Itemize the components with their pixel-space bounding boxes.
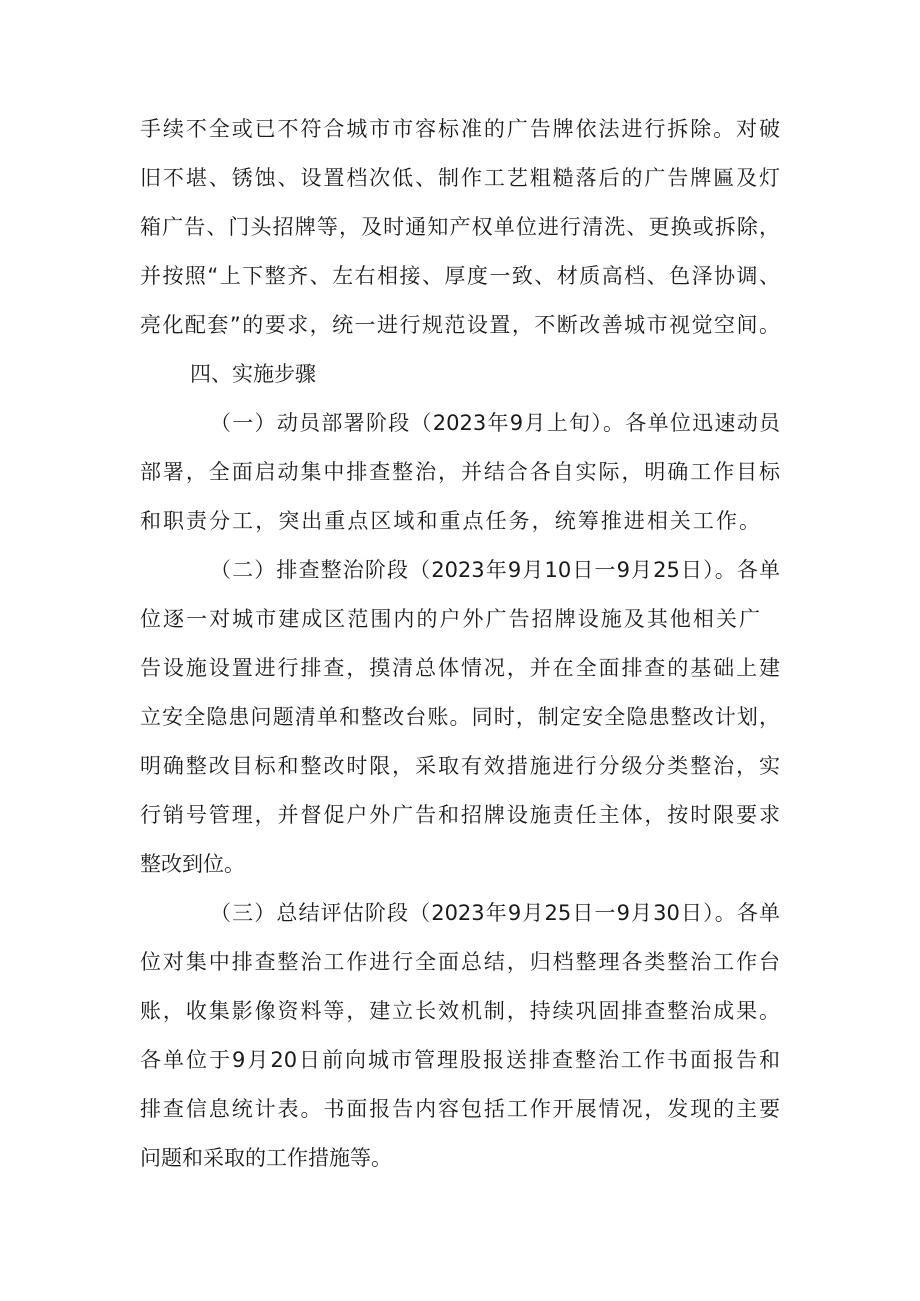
body-line: 各单位于9月20日前向城市管理股报送排查整治工作书面报告和 (140, 1048, 780, 1072)
body-line: 和职责分工，突出重点区域和重点任务，统筹推进相关工作。 (140, 509, 760, 533)
body-line: 排查信息统计表。书面报告内容包括工作开展情况，发现的主要 (140, 1097, 780, 1121)
body-line: 问题和采取的工作措施等。 (140, 1146, 392, 1170)
body-line: 箱广告、门头招牌等，及时通知产权单位进行清洗、更换或拆除， (140, 215, 780, 239)
body-line: 整改到位。 (140, 852, 245, 876)
body-line: （三）总结评估阶段（2023年9月25日一9月30日）。各单 (210, 901, 780, 925)
body-line: 告设施设置进行排查，摸清总体情况，并在全面排查的基础上建 (140, 656, 780, 680)
body-line: （二）排查整治阶段（2023年9月10日一9月25日）。各单 (210, 558, 780, 582)
body-line: 手续不全或已不符合城市市容标准的广告牌依法进行拆除。对破 (140, 117, 780, 141)
body-line: 并按照“上下整齐、左右相接、厚度一致、材质高档、色泽协调、 (140, 264, 780, 288)
body-line: 明确整改目标和整改时限，采取有效措施进行分级分类整治，实 (140, 754, 780, 778)
body-line: 行销号管理，并督促户外广告和招牌设施责任主体，按时限要求 (140, 803, 780, 827)
body-line: 亮化配套”的要求，统一进行规范设置，不断改善城市视觉空间。 (140, 313, 780, 337)
body-line: 账，收集影像资料等，建立长效机制，持续巩固排查整治成果。 (140, 999, 780, 1023)
body-line: 位逐一对城市建成区范围内的户外广告招牌设施及其他相关广 (140, 607, 760, 631)
body-line: 位对集中排查整治工作进行全面总结，归档整理各类整治工作台 (140, 950, 780, 974)
body-line: 部署，全面启动集中排查整治，并结合各自实际，明确工作目标 (140, 460, 780, 484)
section-heading: 四、实施步骤 (190, 362, 316, 386)
body-line: 旧不堪、锈蚀、设置档次低、制作工艺粗糙落后的广告牌匾及灯 (140, 166, 780, 190)
body-line: （一）动员部署阶段（2023年9月上旬）。各单位迅速动员 (210, 411, 780, 435)
body-line: 立安全隐患问题清单和整改台账。同时，制定安全隐患整改计划， (140, 705, 780, 729)
